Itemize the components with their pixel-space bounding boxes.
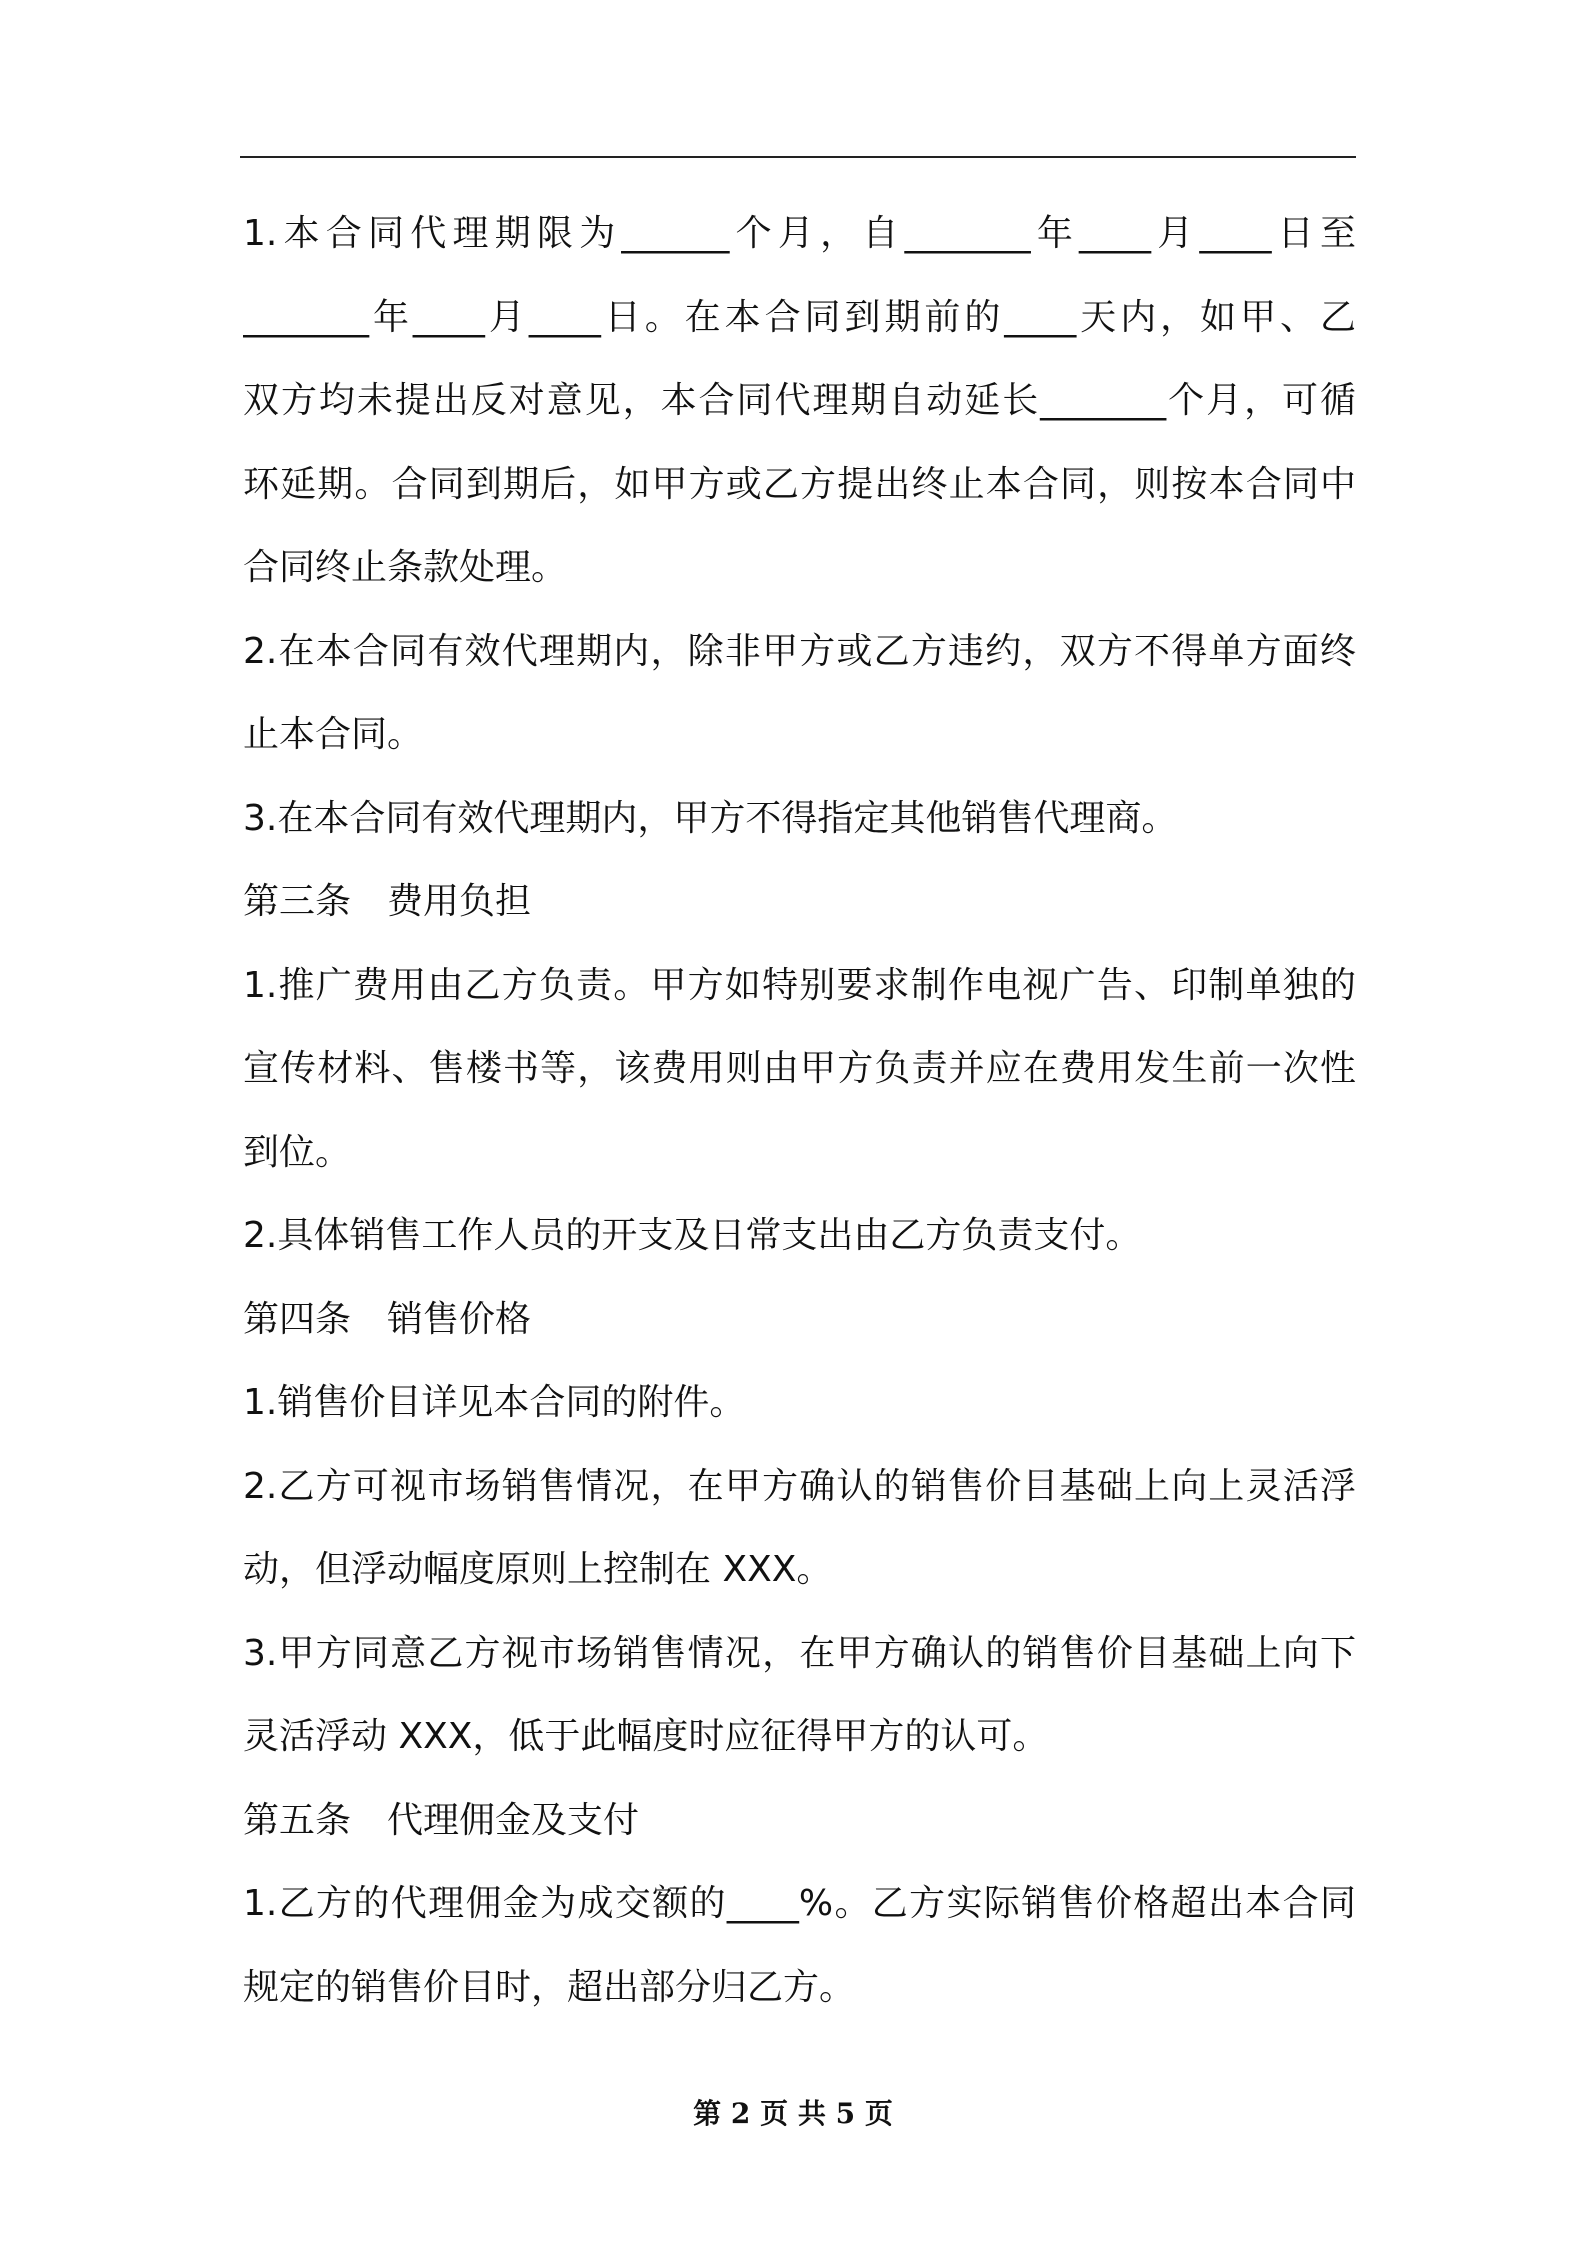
contract-body bbox=[243, 192, 1356, 2029]
text-line: 环延期。合同到期后，如甲方或乙方提出终止本合同，则按本合同中 bbox=[243, 463, 1356, 505]
section-heading: 第四条 销售价格 bbox=[243, 1298, 532, 1340]
text-line: 双方均未提出反对意见，本合同代理期自动延长_______个月，可循 bbox=[243, 380, 1356, 421]
text-line: 合同终止条款处理。 bbox=[243, 547, 568, 588]
text-line: 3.在本合同有效代理期内，甲方不得指定其他销售代理商。 bbox=[243, 797, 1178, 839]
text-line: 到位。 bbox=[243, 1131, 352, 1173]
section-heading: 第三条 费用负担 bbox=[243, 881, 532, 922]
text-line: 宣传材料、售楼书等，该费用则由甲方负责并应在费用发生前一次性 bbox=[243, 1048, 1356, 1089]
text-line: 1.推广费用由乙方负责。甲方如特别要求制作电视广告、印制单独的 bbox=[243, 964, 1356, 1006]
text-line: 止本合同。 bbox=[243, 714, 424, 755]
text-line: 动，但浮动幅度原则上控制在 XXX。 bbox=[243, 1549, 833, 1590]
text-line: 1.乙方的代理佣金为成交额的____%。乙方实际销售价格超出本合同 bbox=[243, 1883, 1356, 1924]
text-line: 3.甲方同意乙方视市场销售情况，在甲方确认的销售价目基础上向下 bbox=[243, 1632, 1356, 1674]
text-line: 2.乙方可视市场销售情况，在甲方确认的销售价目基础上向上灵活浮 bbox=[243, 1465, 1356, 1507]
text-line: 规定的销售价目时，超出部分归乙方。 bbox=[243, 1966, 856, 2008]
text-line: 1.销售价目详见本合同的附件。 bbox=[243, 1382, 746, 1423]
text-line: 灵活浮动 XXX，低于此幅度时应征得甲方的认可。 bbox=[243, 1716, 1049, 1757]
section-heading: 第五条 代理佣金及支付 bbox=[243, 1799, 640, 1841]
page-number-footer: 第 2 页 共 5 页 bbox=[693, 2097, 893, 2130]
text-line: 2.在本合同有效代理期内，除非甲方或乙方违约，双方不得单方面终 bbox=[243, 630, 1356, 672]
text-line: 1.本合同代理期限为______个月，自_______年____月____日至 bbox=[243, 213, 1356, 254]
text-line: _______年____月____日。在本合同到期前的____天内，如甲、乙 bbox=[243, 296, 1356, 338]
header-rule bbox=[240, 156, 1356, 158]
text-line: 2.具体销售工作人员的开支及日常支出由乙方负责支付。 bbox=[243, 1215, 1142, 1256]
